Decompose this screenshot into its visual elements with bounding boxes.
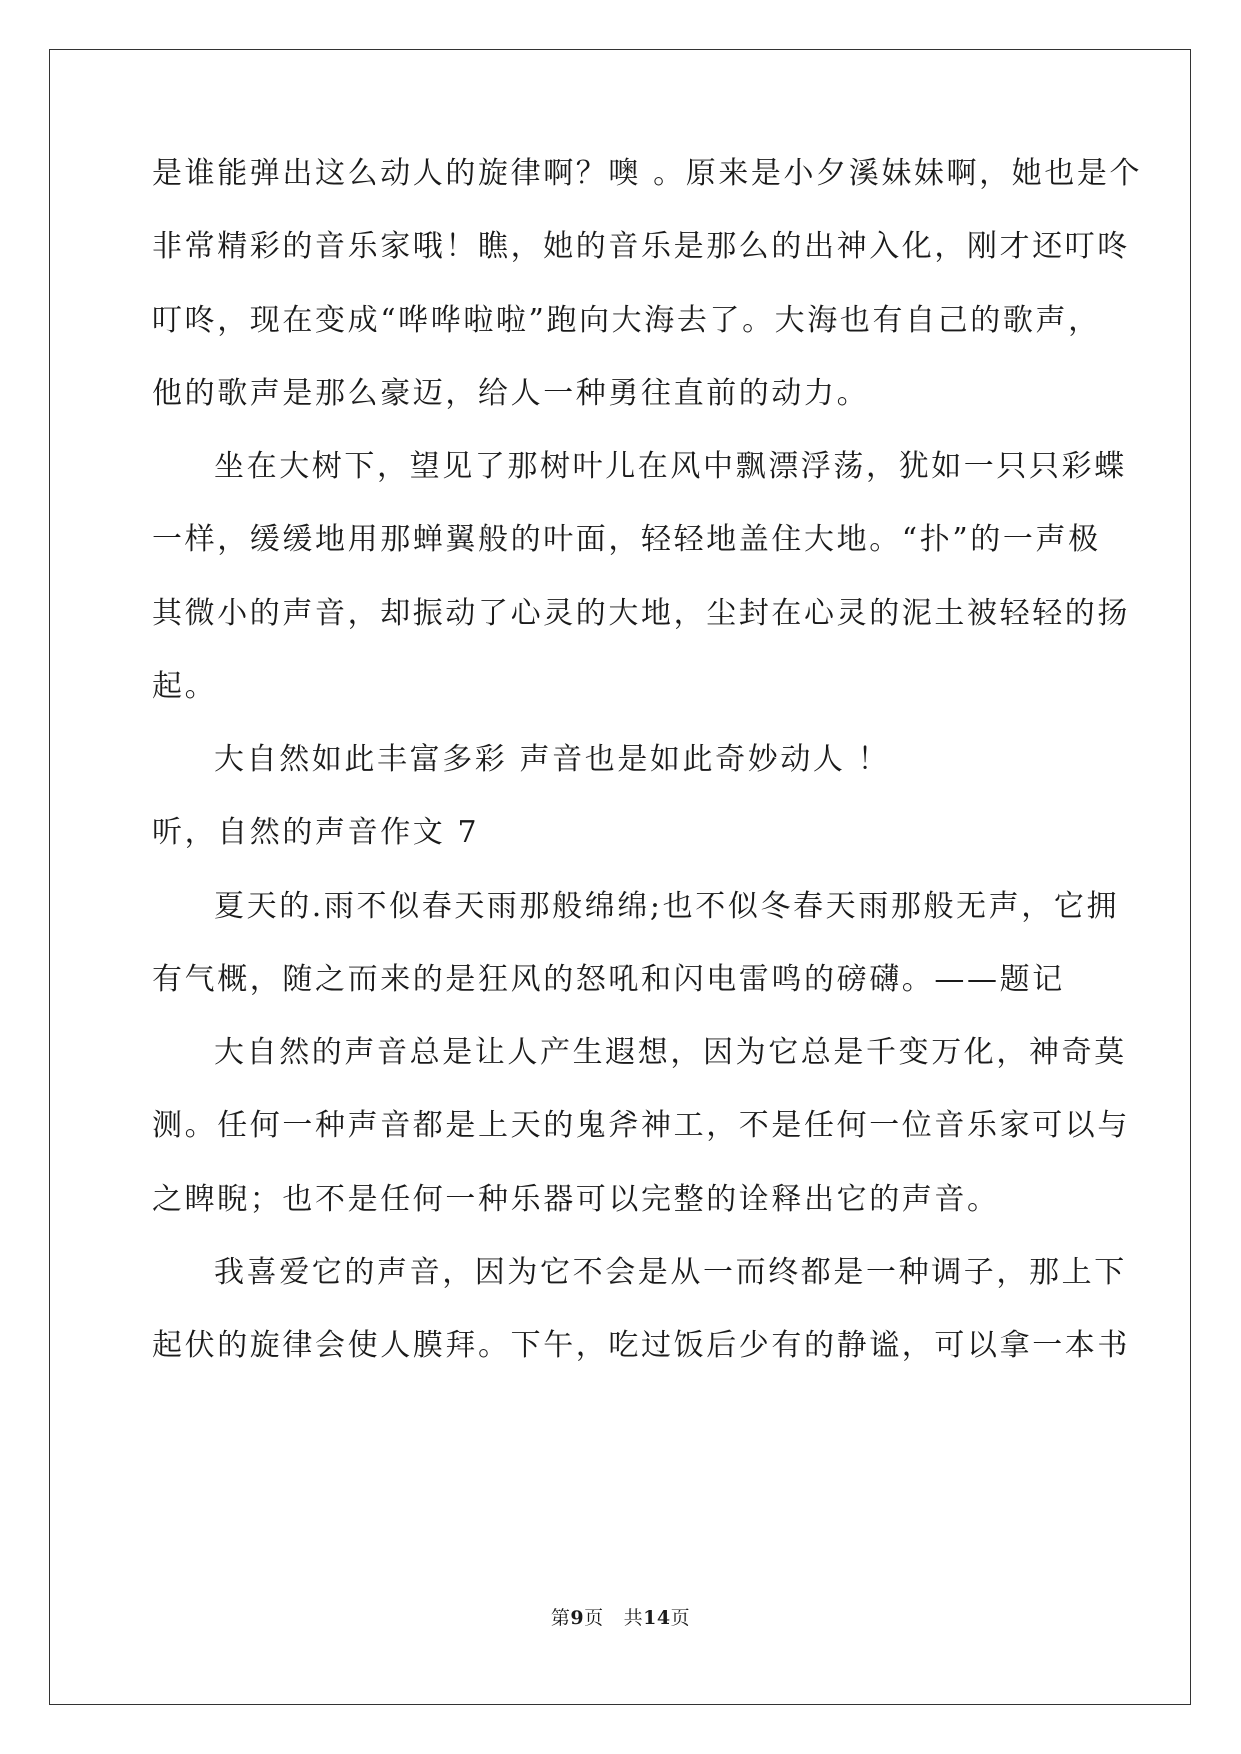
text-line: 其微小的声音，却振动了心灵的大地，尘封在心灵的泥土被轻轻的扬 — [152, 595, 1130, 631]
text-line: 之睥睨；也不是任何一种乐器可以完整的诠释出它的声音。 — [152, 1181, 1000, 1217]
text-line: 测。任何一种声音都是上天的鬼斧神工，不是任何一位音乐家可以与 — [152, 1108, 1130, 1144]
footer-page-prefix: 第 — [550, 1607, 571, 1629]
text-line: 非常精彩的音乐家哦！瞧，她的音乐是那么的出神入化，刚才还叮咚 — [152, 229, 1130, 265]
text-line: 一样，缓缓地用那蝉翼般的叶面，轻轻地盖住大地。“扑”的一声极 — [152, 522, 1101, 558]
footer-total-pages: 14 — [643, 1607, 671, 1629]
footer-page-suffix: 页 — [584, 1607, 604, 1629]
page-border — [49, 49, 1191, 1705]
footer-page-number: 9 — [570, 1607, 585, 1629]
text-line: 有气概，随之而来的是狂风的怒吼和闪电雷鸣的磅礴。——题记 — [152, 961, 1065, 997]
text-line: 听，自然的声音作文 7 — [152, 815, 480, 851]
text-line: 是谁能弹出这么动人的旋律啊？噢 。原来是小夕溪妹妹啊，她也是个 — [152, 156, 1143, 191]
text-line: 坐在大树下，望见了那树叶儿在风中飘漂浮荡，犹如一只只彩蝶 — [214, 449, 1127, 484]
text-line: 起。 — [152, 668, 218, 704]
text-line: 夏天的.雨不似春天雨那般绵绵;也不似冬春天雨那般无声，它拥 — [214, 888, 1120, 924]
footer-total-suffix: 页 — [670, 1607, 691, 1629]
text-line: 大自然的声音总是让人产生遐想，因为它总是千变万化，神奇莫 — [214, 1035, 1127, 1070]
text-line: 我喜爱它的声音，因为它不会是从一而终都是一种调子，那上下 — [214, 1254, 1127, 1290]
text-line: 起伏的旋律会使人膜拜。下午，吃过饭后少有的静谧，可以拿一本书 — [152, 1328, 1130, 1363]
page-footer — [0, 1606, 1241, 1630]
text-line: 叮咚，现在变成“哗哗啦啦”跑向大海去了。大海也有自己的歌声， — [152, 302, 1101, 338]
text-line: 他的歌声是那么豪迈，给人一种勇往直前的动力。 — [152, 375, 870, 411]
text-line: 大自然如此丰富多彩 声音也是如此奇妙动人 ！ — [214, 742, 891, 777]
footer-total-prefix: 共 — [623, 1607, 644, 1629]
